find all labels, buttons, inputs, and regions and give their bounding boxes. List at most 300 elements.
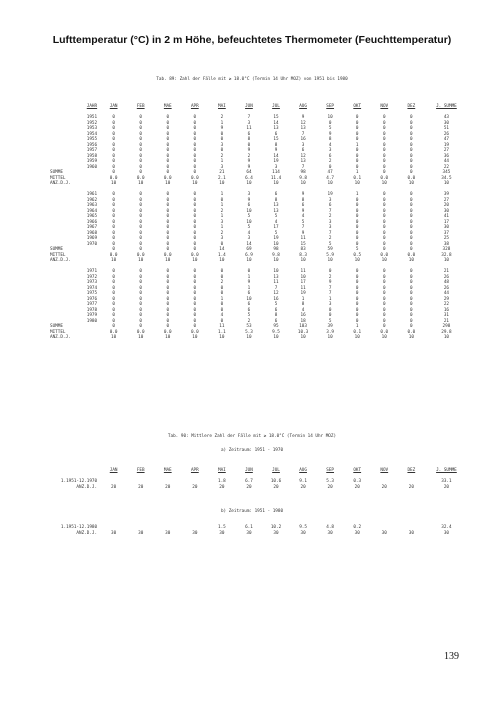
- year-cell: 1966: [86, 219, 98, 225]
- anz-cell: 30: [246, 530, 252, 536]
- anz-cell: 10: [354, 335, 360, 340]
- mittel-cell: 1.4: [218, 252, 226, 258]
- value-cell: 0: [166, 115, 170, 120]
- anz-cell: 10: [300, 181, 306, 186]
- value-cell: 18: [300, 318, 306, 324]
- value-cell: 0: [139, 120, 142, 126]
- value-cell: 0: [139, 241, 142, 247]
- value-cell: 0: [410, 225, 413, 230]
- value-cell: 9: [247, 197, 251, 203]
- column-header: MAI: [218, 104, 226, 109]
- anz-cell: 20: [192, 484, 198, 490]
- value-cell: 0: [355, 115, 359, 120]
- anz-cell: 10: [443, 335, 450, 340]
- anz-cell: 10: [219, 335, 225, 340]
- value-cell: 0: [410, 296, 413, 302]
- value-cell: 22: [443, 302, 450, 307]
- value-cell: 0: [166, 225, 170, 230]
- column-header: NOV: [380, 468, 389, 473]
- value-cell: 7: [301, 164, 305, 170]
- value-cell: 0: [220, 148, 224, 153]
- value-cell: 30: [443, 208, 450, 214]
- value-cell: 10: [246, 219, 252, 225]
- anz-cell: 10: [443, 258, 450, 263]
- value-cell: 0: [193, 197, 197, 203]
- value-cell: 3: [247, 236, 251, 241]
- value-cell: 0: [382, 137, 386, 142]
- anz-cell: 10: [273, 258, 279, 263]
- value-cell: 0: [410, 241, 413, 247]
- value-cell: 0: [139, 131, 142, 137]
- value-cell: 0: [220, 269, 224, 274]
- value-cell: 0: [382, 302, 386, 307]
- value-cell: 0: [355, 137, 359, 142]
- summe-cell: 0: [410, 247, 413, 252]
- value-cell: 0: [382, 219, 386, 225]
- anz-cell: 30: [219, 530, 225, 536]
- value-cell: 0: [112, 241, 115, 247]
- value-cell: 13: [300, 126, 306, 131]
- value-cell: 0: [112, 307, 115, 313]
- value-cell: 0: [139, 280, 142, 285]
- summe-cell: 0: [410, 170, 413, 175]
- value-cell: 0: [193, 274, 197, 280]
- value-cell: 0: [382, 296, 386, 302]
- column-header: FEB: [136, 104, 145, 109]
- value-cell: 0: [112, 274, 115, 280]
- anz-cell: 20: [443, 484, 450, 490]
- value-cell: 3: [220, 236, 224, 241]
- value-cell: 6: [247, 203, 251, 208]
- year-cell: 1967: [86, 225, 98, 230]
- anz-label: ANZ.D.J.: [76, 530, 98, 536]
- anz-cell: 30: [300, 530, 306, 536]
- year-cell: 1968: [86, 230, 98, 236]
- value-cell: 0: [355, 236, 359, 241]
- value-cell: 2: [328, 236, 332, 241]
- value-cell: 9: [220, 126, 224, 131]
- value-cell: 0: [112, 236, 115, 241]
- value-cell: 2: [220, 208, 224, 214]
- value-cell: 0: [220, 131, 224, 137]
- year-cell: 1964: [86, 208, 98, 214]
- value-cell: 4: [247, 230, 251, 236]
- value-cell: 0: [193, 203, 197, 208]
- anz-label: ANZ.D.J.: [76, 484, 98, 490]
- anz-cell: 30: [408, 530, 414, 536]
- value-cell: 0: [139, 153, 142, 159]
- value-cell: 0: [382, 280, 386, 285]
- value-cell: 0: [355, 302, 359, 307]
- anz-cell: 10: [354, 258, 360, 263]
- value-cell: 0: [355, 291, 359, 296]
- value-cell: 1: [247, 274, 251, 280]
- value-cell: 39: [443, 192, 450, 197]
- value-cell: 0: [139, 236, 142, 241]
- value-cell: 0: [166, 131, 170, 137]
- table-90-section-a-heading: a) Zeitraum: 1951 - 1970: [220, 448, 284, 453]
- value-cell: 0: [112, 153, 115, 159]
- value-cell: 19: [273, 236, 279, 241]
- value-cell: 30: [443, 120, 450, 126]
- anz-cell: 10: [192, 181, 198, 186]
- value-cell: 17: [273, 225, 279, 230]
- value-cell: 0: [139, 148, 142, 153]
- value-cell: 0: [410, 313, 413, 318]
- value-cell: 10: [273, 241, 279, 247]
- mean-cell: 10.6: [270, 479, 282, 484]
- value-cell: 16: [273, 296, 279, 302]
- anz-cell: 10: [408, 181, 414, 186]
- value-cell: 0: [166, 214, 170, 219]
- year-cell: 1959: [86, 159, 98, 164]
- mittel-cell: 0.0: [109, 252, 118, 258]
- value-cell: 13: [300, 159, 306, 164]
- value-cell: 0: [193, 126, 197, 131]
- year-cell: 1960: [86, 164, 98, 170]
- value-cell: 0: [139, 269, 142, 274]
- value-cell: 11: [273, 280, 279, 285]
- value-cell: 13: [273, 203, 279, 208]
- column-header: JAHR: [86, 104, 98, 109]
- year-cell: 1961: [86, 192, 98, 197]
- anz-cell: 10: [273, 181, 279, 186]
- value-cell: 0: [112, 131, 115, 137]
- value-cell: 0: [355, 307, 359, 313]
- value-cell: 11: [300, 285, 306, 291]
- anz-cell: 10: [273, 335, 279, 340]
- value-cell: 31: [443, 313, 450, 318]
- value-cell: 9: [301, 230, 305, 236]
- value-cell: 0: [410, 203, 413, 208]
- anz-cell: 10: [111, 258, 117, 263]
- value-cell: 4: [220, 313, 224, 318]
- anz-cell: 10: [165, 335, 171, 340]
- anz-cell: 30: [273, 530, 279, 536]
- value-cell: 5: [247, 225, 251, 230]
- value-cell: 0: [382, 164, 386, 170]
- summe-cell: 0: [112, 170, 115, 175]
- value-cell: 20: [443, 203, 450, 208]
- table-90-caption: Tab. 90: Mittlere Zahl der Fälle mit ≥ 18.0°C (Termin 14 Uhr MOZ): [167, 434, 337, 439]
- value-cell: 8: [301, 197, 305, 203]
- value-cell: 0: [382, 208, 386, 214]
- value-cell: 0: [112, 192, 115, 197]
- value-cell: 3: [328, 197, 332, 203]
- value-cell: 1: [220, 192, 224, 197]
- anz-cell: 10: [354, 181, 360, 186]
- summe-cell: 345: [442, 170, 451, 175]
- value-cell: 0: [139, 230, 142, 236]
- summe-cell: 114: [272, 170, 280, 175]
- value-cell: 3: [220, 142, 224, 148]
- anz-cell: 10: [381, 181, 387, 186]
- value-cell: 0: [382, 236, 386, 241]
- value-cell: 0: [112, 208, 115, 214]
- column-header: SEP: [326, 104, 335, 109]
- value-cell: 2: [328, 159, 332, 164]
- value-cell: 2: [220, 230, 224, 236]
- table-90-section-a: [50, 468, 468, 490]
- summe-cell: 98: [300, 170, 306, 175]
- value-cell: 7: [247, 115, 251, 120]
- mittel-cell: 0.5: [353, 252, 362, 258]
- value-cell: 13: [273, 126, 279, 131]
- year-cell: 1973: [86, 280, 98, 285]
- value-cell: 27: [443, 148, 450, 153]
- summe-cell: 53: [246, 324, 252, 329]
- value-cell: 1: [247, 285, 251, 291]
- value-cell: 2: [247, 153, 251, 159]
- summe-cell: 103: [299, 324, 307, 329]
- mittel-cell: 3.9: [326, 329, 335, 335]
- year-cell: 1955: [86, 137, 98, 142]
- value-cell: 0: [193, 208, 197, 214]
- value-cell: 9: [301, 208, 305, 214]
- value-cell: 0: [355, 296, 359, 302]
- value-cell: 0: [166, 120, 170, 126]
- summe-cell: 83: [300, 247, 306, 252]
- value-cell: 0: [112, 302, 115, 307]
- year-cell: 1980: [86, 318, 98, 324]
- value-cell: 7: [301, 131, 305, 137]
- summe-cell: 64: [246, 170, 252, 175]
- anz-cell: 20: [327, 484, 333, 490]
- value-cell: 0: [382, 269, 386, 274]
- column-header: MAE: [163, 468, 172, 473]
- period-label: 1.1951-12.1980: [60, 525, 98, 530]
- anz-cell: 20: [273, 484, 279, 490]
- anz-cell: 30: [111, 530, 117, 536]
- value-cell: 2: [220, 153, 224, 159]
- anz-cell: 10: [408, 335, 414, 340]
- value-cell: 6: [247, 131, 251, 137]
- value-cell: 19: [273, 159, 279, 164]
- value-cell: 0: [166, 197, 170, 203]
- value-cell: 0: [112, 137, 115, 142]
- column-header: NOV: [380, 104, 389, 109]
- value-cell: 7: [328, 208, 332, 214]
- anz-cell: 10: [246, 181, 252, 186]
- value-cell: 17: [443, 219, 450, 225]
- mean-cell: 33.1: [441, 479, 452, 484]
- value-cell: 6: [247, 307, 251, 313]
- mittel-cell: 0.0: [163, 329, 172, 335]
- value-cell: 0: [193, 236, 197, 241]
- value-cell: 0: [382, 274, 386, 280]
- value-cell: 11: [300, 269, 306, 274]
- column-header: OKT: [353, 104, 362, 109]
- value-cell: 3: [220, 164, 224, 170]
- table-90-section-b-heading: b) Zeitraum: 1951 - 1980: [220, 509, 284, 514]
- value-cell: 0: [112, 142, 115, 148]
- mean-cell: 9.1: [299, 479, 307, 484]
- anz-row: [50, 335, 468, 341]
- value-cell: 37: [443, 230, 450, 236]
- mittel-cell: 0.0: [136, 329, 145, 335]
- value-cell: 0: [382, 214, 386, 219]
- value-cell: 12: [300, 120, 306, 126]
- value-cell: 7: [301, 225, 305, 230]
- value-cell: 0: [112, 197, 115, 203]
- value-cell: 0: [139, 126, 142, 131]
- value-cell: 0: [220, 274, 224, 280]
- mittel-cell: 0.0: [163, 252, 172, 258]
- value-cell: 0: [410, 131, 413, 137]
- value-cell: 0: [193, 230, 197, 236]
- summe-cell: 0: [382, 170, 386, 175]
- value-cell: 0: [382, 241, 386, 247]
- value-cell: 0: [328, 313, 332, 318]
- value-cell: 0: [382, 230, 386, 236]
- value-cell: 0: [139, 197, 142, 203]
- value-cell: 2: [328, 274, 332, 280]
- mittel-label: MITTEL: [50, 252, 66, 258]
- value-cell: 8: [274, 197, 278, 203]
- anz-cell: 10: [138, 181, 144, 186]
- year-cell: 1953: [86, 126, 98, 131]
- anz-label: ANZ.D.J.: [50, 258, 71, 263]
- value-cell: 43: [443, 115, 450, 120]
- mean-cell: 1.8: [218, 479, 226, 484]
- anz-cell: 10: [111, 181, 117, 186]
- value-cell: 0: [139, 137, 142, 142]
- anz-cell: 10: [192, 258, 198, 263]
- value-cell: 21: [443, 318, 450, 324]
- value-cell: 0: [112, 203, 115, 208]
- value-cell: 13: [273, 274, 279, 280]
- value-cell: 5: [274, 230, 278, 236]
- anz-cell: 20: [246, 484, 252, 490]
- value-cell: 0: [166, 236, 170, 241]
- value-cell: 0: [139, 302, 142, 307]
- value-cell: 0: [166, 219, 170, 225]
- value-cell: 0: [193, 164, 197, 170]
- column-header: APR: [190, 104, 199, 109]
- value-cell: 2: [220, 280, 224, 285]
- value-cell: 6: [274, 307, 278, 313]
- value-cell: 0: [410, 159, 413, 164]
- summe-cell: 0: [112, 324, 115, 329]
- value-cell: 0: [355, 269, 359, 274]
- mittel-cell: 11.4: [270, 175, 282, 181]
- anz-cell: 10: [443, 181, 450, 186]
- summe-cell: 0: [193, 324, 197, 329]
- column-header: AUG: [299, 104, 307, 109]
- mittel-cell: 0.0: [380, 252, 389, 258]
- mean-cell: 9.5: [299, 525, 307, 530]
- value-cell: 0: [112, 115, 115, 120]
- value-cell: 4: [328, 142, 332, 148]
- value-cell: 9: [247, 148, 251, 153]
- summe-cell: 47: [327, 170, 333, 175]
- column-header: JUL: [272, 468, 280, 473]
- value-cell: 6: [328, 203, 332, 208]
- value-cell: 3: [247, 192, 251, 197]
- value-cell: 0: [139, 159, 142, 164]
- value-cell: 8: [301, 302, 305, 307]
- value-cell: 0: [410, 269, 413, 274]
- year-cell: 1969: [86, 236, 98, 241]
- value-cell: 0: [355, 313, 359, 318]
- value-cell: 0: [193, 280, 197, 285]
- year-cell: 1975: [86, 291, 98, 296]
- value-cell: 0: [382, 285, 386, 291]
- value-cell: 0: [139, 203, 142, 208]
- value-cell: 41: [443, 214, 450, 219]
- table-89-header: [50, 104, 468, 110]
- value-cell: 6: [274, 131, 278, 137]
- table-89-caption: Tab. 89: Zahl der Fälle mit ≥ 18.0°C (Termin 14 Uhr MOZ) von 1951 bis 1980: [156, 77, 348, 82]
- value-cell: 0: [382, 203, 386, 208]
- summe-cell: 5: [355, 247, 359, 252]
- value-cell: 0: [139, 225, 142, 230]
- value-cell: 4: [301, 214, 305, 219]
- summe-cell: 0: [166, 247, 170, 252]
- column-header: APR: [190, 468, 199, 473]
- value-cell: 0: [382, 148, 386, 153]
- value-cell: 0: [410, 115, 413, 120]
- value-cell: 16: [300, 313, 306, 318]
- value-cell: 0: [139, 214, 142, 219]
- value-cell: 1: [355, 192, 359, 197]
- value-cell: 0: [166, 291, 170, 296]
- value-cell: 0: [382, 313, 386, 318]
- value-cell: 0: [166, 126, 170, 131]
- page-title: Lufttemperatur (°C) in 2 m Höhe, befeuchtetes Thermometer (Feuchttemperatur): [52, 34, 452, 46]
- value-cell: 0: [193, 120, 197, 126]
- value-cell: 0: [166, 313, 170, 318]
- value-cell: 14: [246, 241, 252, 247]
- mean-cell: 4.8: [326, 525, 335, 530]
- value-cell: 6: [247, 302, 251, 307]
- anz-row: [50, 485, 468, 491]
- value-cell: 0: [410, 274, 413, 280]
- value-cell: 6: [247, 291, 251, 296]
- year-cell: 1976: [86, 296, 98, 302]
- value-cell: 0: [328, 269, 332, 274]
- value-cell: 0: [193, 115, 197, 120]
- value-cell: 6: [301, 203, 305, 208]
- value-cell: 14: [273, 120, 279, 126]
- value-cell: 0: [382, 153, 386, 159]
- value-cell: 1: [355, 142, 359, 148]
- summe-cell: 59: [327, 247, 333, 252]
- anz-cell: 10: [300, 335, 306, 340]
- value-cell: 16: [300, 137, 306, 142]
- table-90-section-b: [50, 525, 468, 536]
- mittel-cell: 9.8: [299, 175, 307, 181]
- value-cell: 0: [355, 274, 359, 280]
- value-cell: 7: [328, 285, 332, 291]
- value-cell: 9: [328, 280, 332, 285]
- value-cell: 0: [382, 142, 386, 148]
- value-cell: 0: [193, 241, 197, 247]
- value-cell: 10: [273, 269, 279, 274]
- value-cell: 3: [328, 219, 332, 225]
- anz-cell: 10: [381, 258, 387, 263]
- value-cell: 3: [328, 225, 332, 230]
- mean-cell: 5.3: [326, 479, 335, 484]
- year-cell: 1952: [86, 120, 98, 126]
- value-cell: 0: [112, 296, 115, 302]
- column-header: MAE: [163, 104, 172, 109]
- value-cell: 0: [112, 291, 115, 296]
- page-number: 139: [444, 651, 459, 662]
- value-cell: 0: [355, 203, 359, 208]
- value-cell: 0: [193, 296, 197, 302]
- mittel-cell: 1.1: [218, 329, 226, 335]
